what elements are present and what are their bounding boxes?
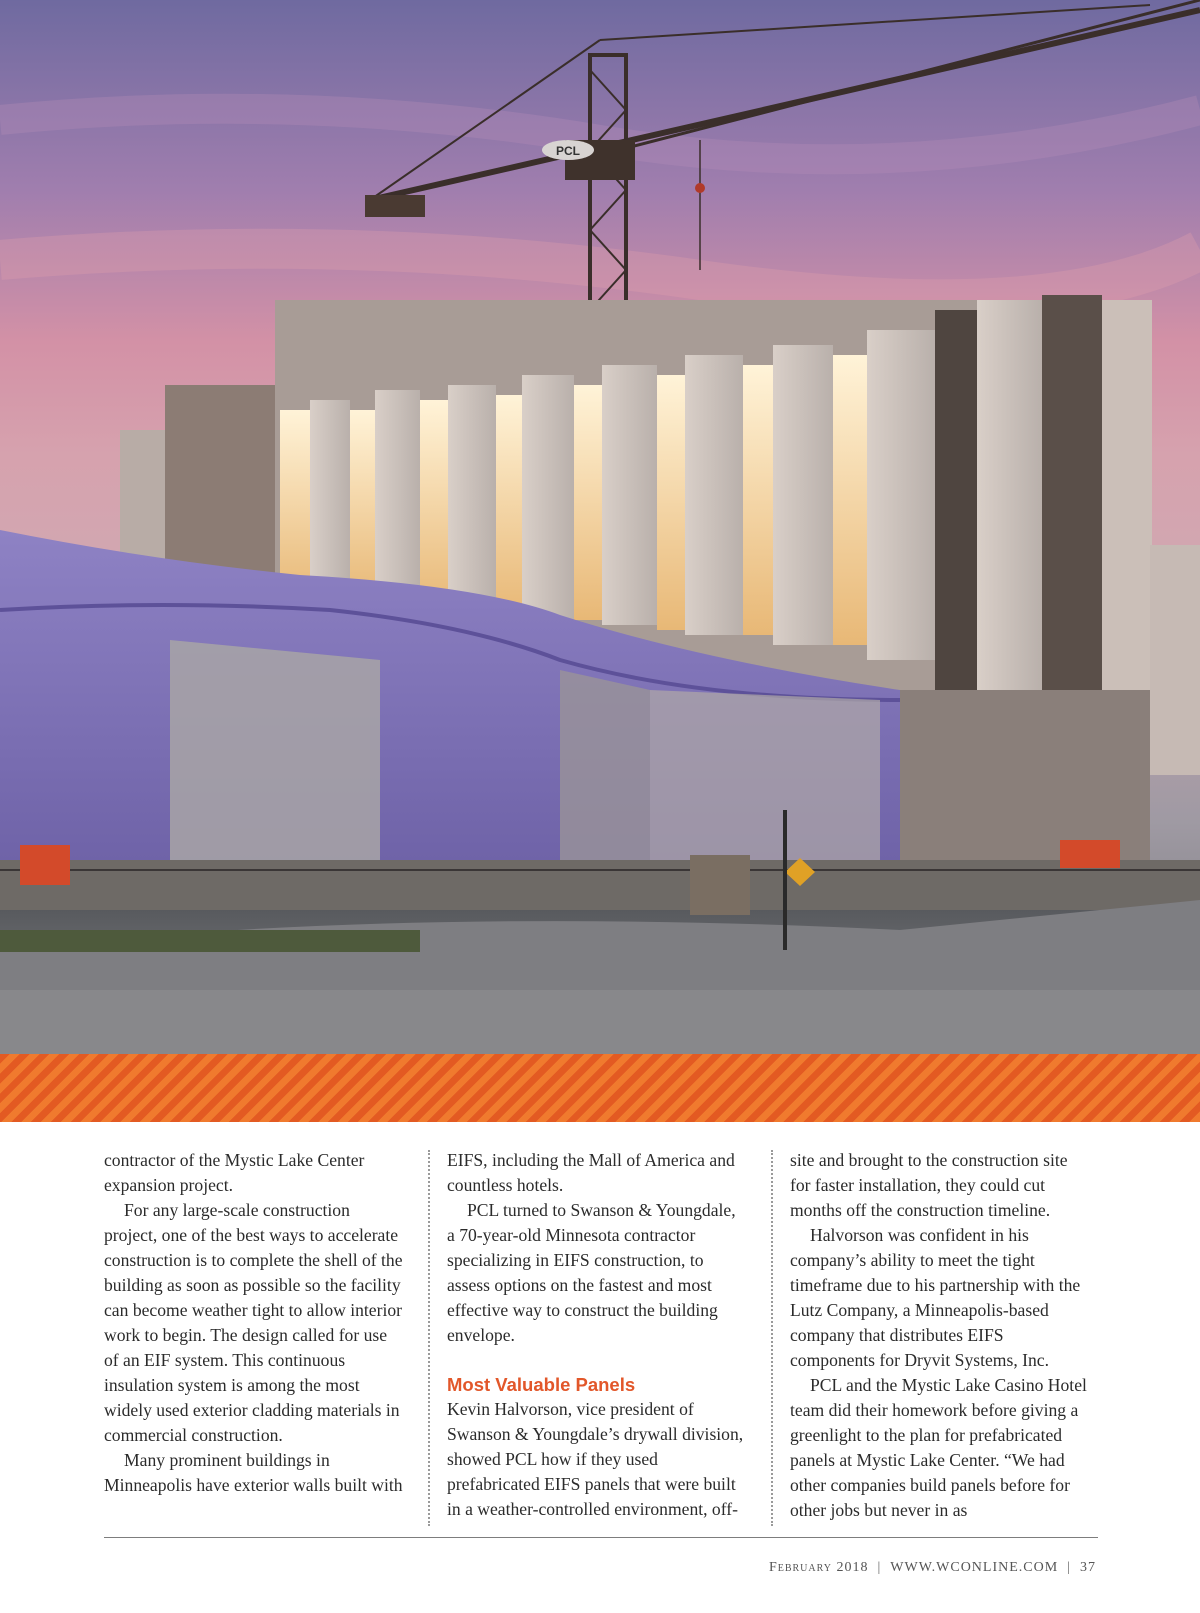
paragraph: EIFS, including the Mall of America and countless hotels. xyxy=(447,1150,735,1195)
column-2 xyxy=(447,1148,747,1528)
paragraph: Many prominent buildings in Minneapolis have exterior walls built with xyxy=(104,1450,403,1495)
issue-date: February 2018 xyxy=(768,1560,869,1575)
paragraph: contractor of the Mystic Lake Center expansion project. xyxy=(104,1150,365,1195)
paragraph: PCL turned to Swanson & Youngdale, a 70-year-old Minnesota contractor specializing in EIFS construction, to assess options on the fastest and most effective way to construct the building envelope. xyxy=(447,1200,736,1345)
column-3 xyxy=(790,1148,1090,1528)
column-1 xyxy=(104,1148,404,1528)
paragraph: Halvorson was confident in his company’s ability to meet the tight timeframe due to his partnership with the Lutz Company, a Minneapolis-based company that distributes EIFS components for Dryvit Systems, Inc. xyxy=(790,1225,1081,1370)
footer-rule xyxy=(104,1537,1098,1538)
page-footer xyxy=(769,1560,1096,1580)
decorative-stripe-band xyxy=(0,1054,1200,1122)
article-columns xyxy=(104,1148,1098,1534)
paragraph: site and brought to the construction site for faster installation, they could cut months off the construction timeline. xyxy=(790,1150,1068,1220)
footer-separator: | xyxy=(877,1560,882,1575)
paragraph: PCL and the Mystic Lake Casino Hotel team did their homework before giving a greenlight to the plan for prefabricated panels at Mystic Lake Center. “We had other companies build panels before for other jobs but never in as xyxy=(790,1375,1087,1520)
paragraph: For any large-scale construction project, one of the best ways to accelerate construction is to complete the shell of the building as soon as possible so the facility can become weather tight to allow interior work to begin. The design called for use of an EIF system. This continuous insulation system is among the most widely used exterior cladding materials in commercial construction. xyxy=(104,1200,403,1445)
column-divider xyxy=(771,1150,773,1526)
column-divider xyxy=(428,1150,430,1526)
crane-logo: PCL xyxy=(556,144,580,158)
section-subhead: Most Valuable Panels xyxy=(447,1374,636,1395)
footer-separator: | xyxy=(1067,1560,1071,1575)
page-number: 37 xyxy=(1080,1560,1096,1575)
website-link[interactable]: WWW.WCONLINE.COM xyxy=(890,1560,1059,1575)
paragraph: Kevin Halvorson, vice president of Swanson & Youngdale’s drywall division, showed PCL how if they used prefabricated EIFS panels that were built in a weather-controlled environment, off- xyxy=(447,1399,744,1519)
